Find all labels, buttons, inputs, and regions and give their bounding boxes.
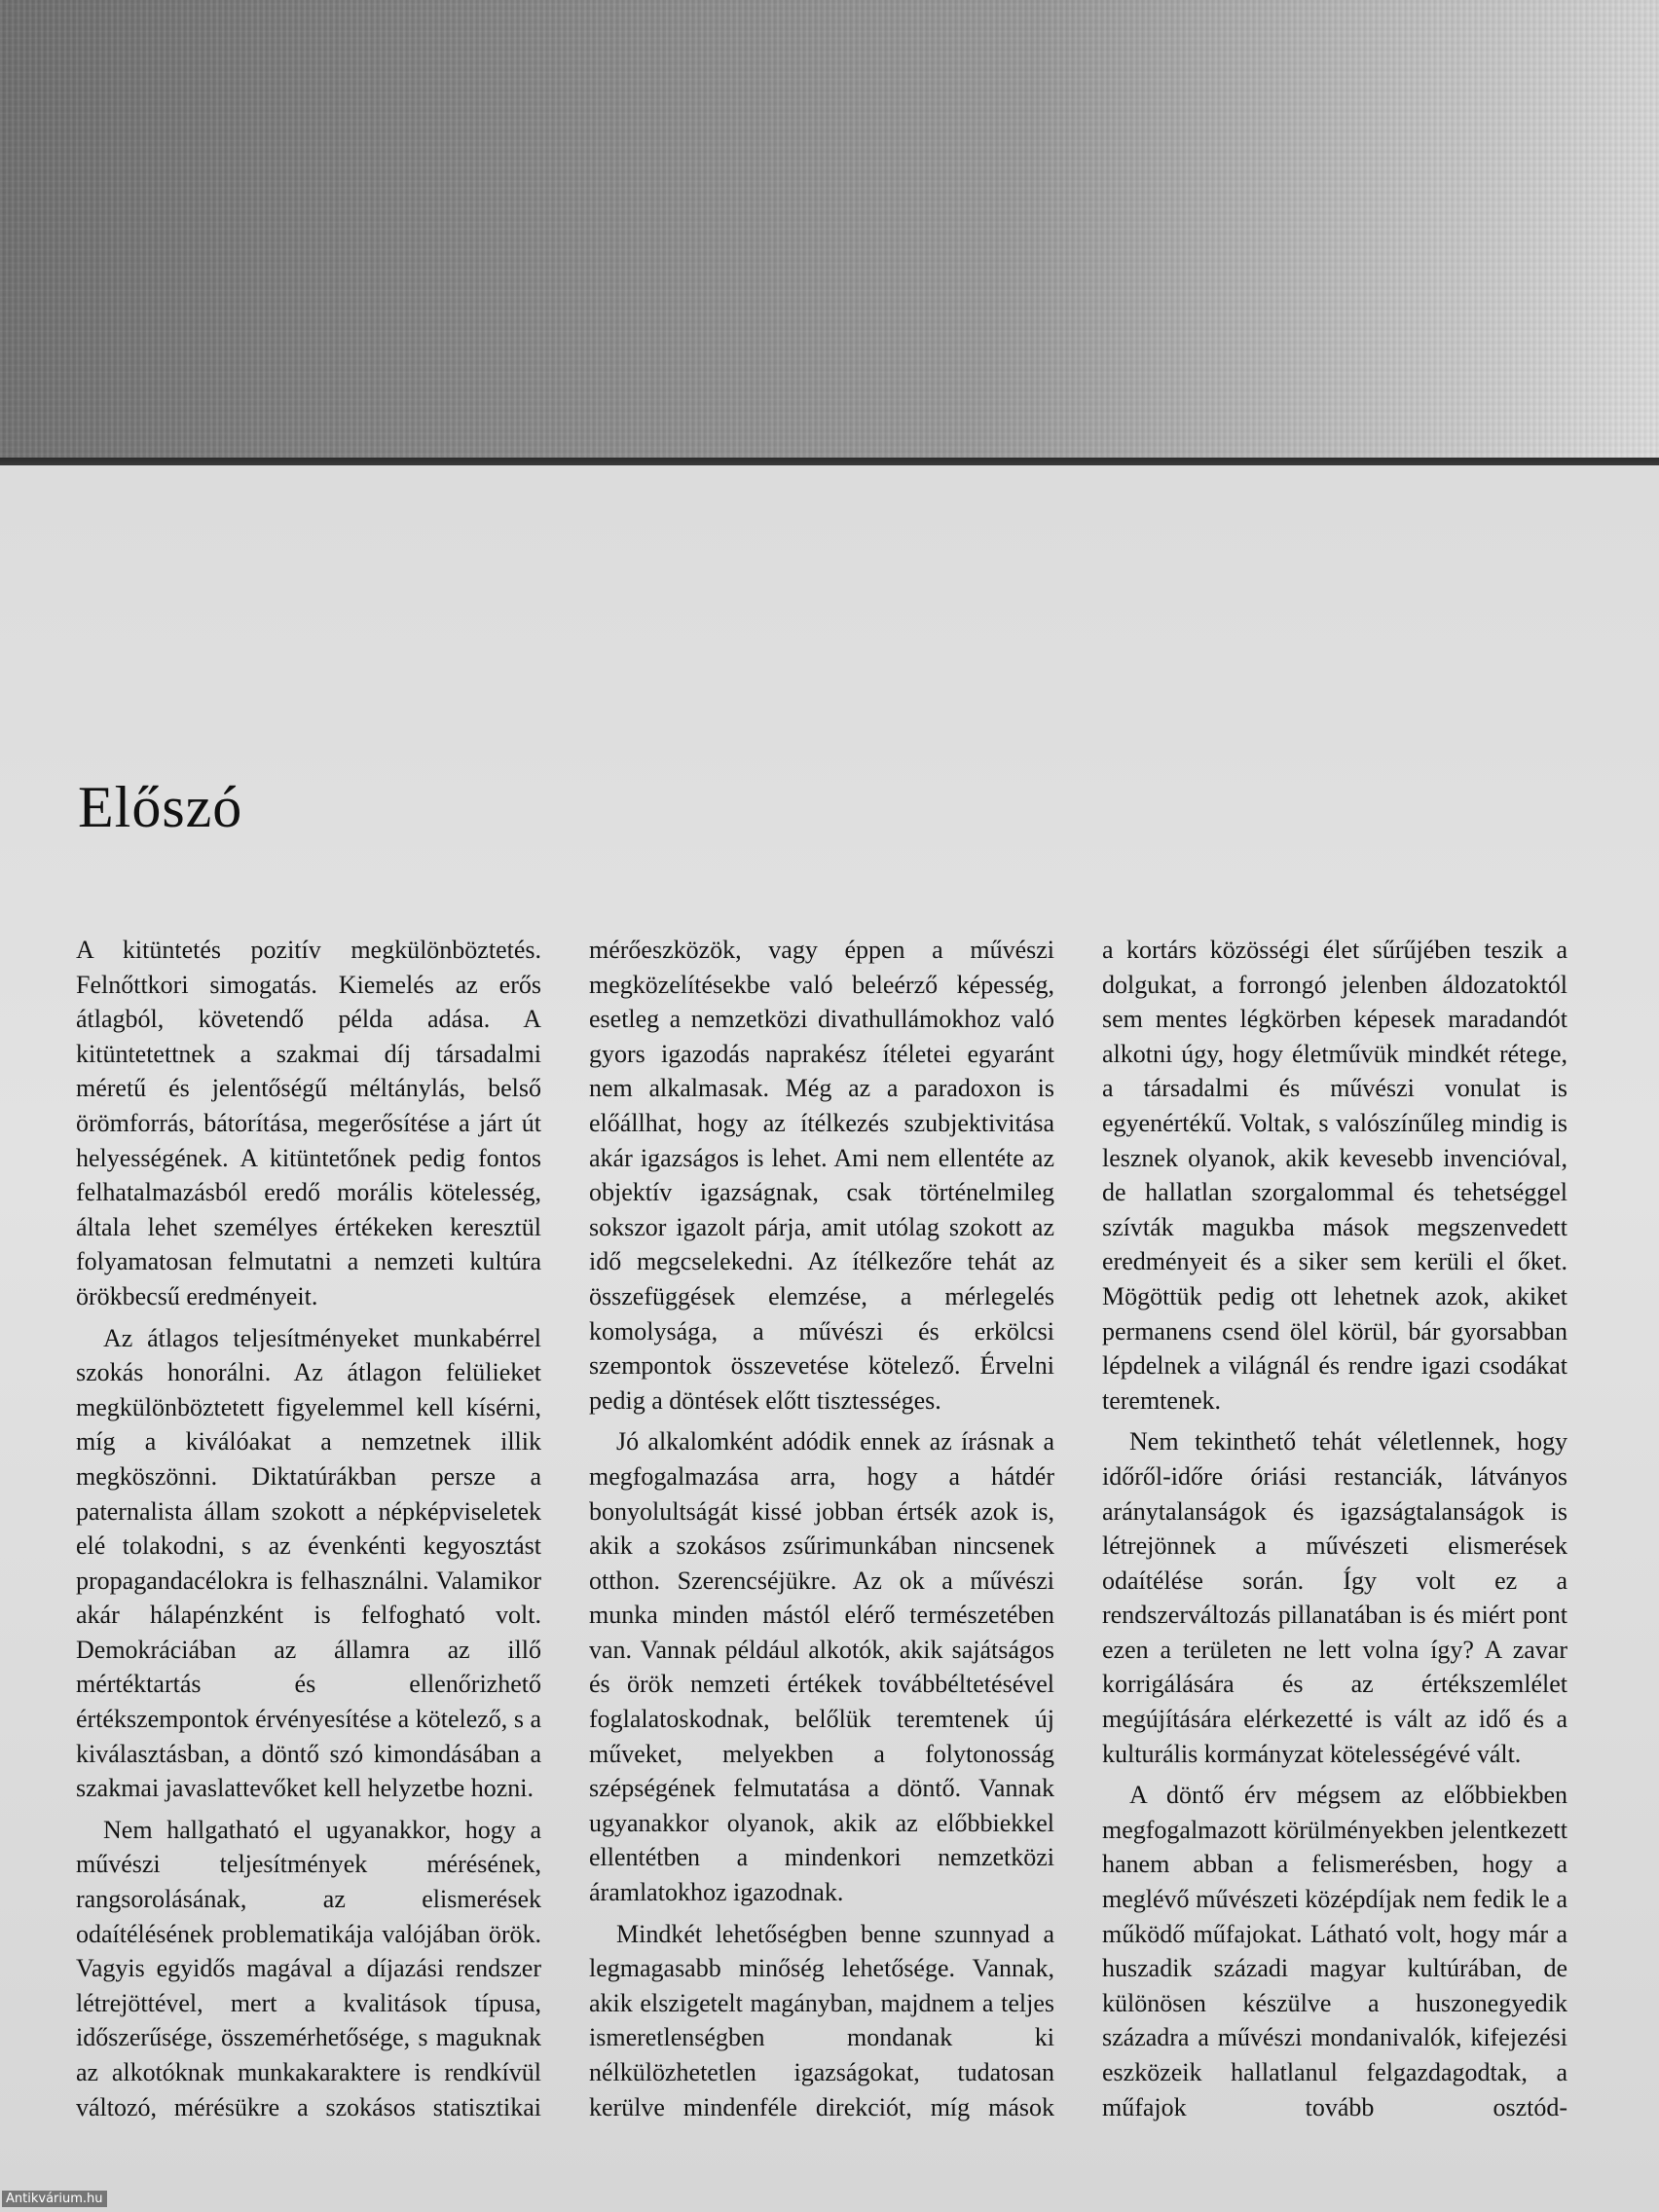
text-column-1 [76, 933, 541, 2124]
text-column-2 [589, 933, 1054, 2124]
paragraph: Mindkét lehetőségben benne szunnyad a legmagasabb minőség lehetősége. Vannak, akik elszigetelt magányban, majdnem a teljes ismeretlenségben mondanak ki nélkülözhetetlen igazságokat, tudatosan kerülve mindenféle direkciót, míg mások [589, 1919, 1054, 2121]
paragraph: Jó alkalomként adódik ennek az írásnak a megfogalmazása arra, hogy a hátdér bonyolultságát kissé jobban értsék azok is, akik a szokásos zsűrimunkában nincsenek otthon. Szerencséjükre. Az ok a művészi munka minden mástól elérő természetében van. Vannak például alkotók, akik sajátságos és örök nemzeti értékek továbbéltetésével foglalatoskodnak, belőlük teremtenek új műveket, melyekben a folytonosság szépségének felmutatása a döntő. Vannak ugyanakkor olyanok, akik az előbbiekkel ellentétben a mindenkori nemzetközi áramlatokhoz igazodnak. [589, 1427, 1054, 1907]
text-column-3 [1102, 933, 1567, 2124]
page-title: Előszó [78, 775, 243, 839]
watermark-label: Antikvárium.hu [2, 2191, 107, 2207]
paragraph: Nem tekinthető tehát véletlennek, hogy időről-időre óriási restanciák, látványos aránytalanságok és igazságtalanságok is létrejönnek a művészeti elismerések odaítélése során. Így volt ez a rendszerváltozás pillanatában is és miért pont ezen a területen ne lett volna így? A zavar korrigálására és az értékszemlélet megújítására elérkezetté is vált az idő és a kulturális kormányzat kötelességévé vált. [1102, 1427, 1567, 1768]
paragraph: Nem hallgatható el ugyanakkor, hogy a művészi teljesítmények mérésének, rangsorolásának, az elismerések odaítélésének problematikája valójában örök. Vagyis egyidős magával a díjazási rendszer létrejöttével, mert a kvalitások típusa, időszerűsége, összemérhetősége, s maguknak az alkotóknak munkakaraktere is rendkívül változó, mérésükre a szokásos statisztikai [76, 1815, 541, 2121]
paragraph: a kortárs közösségi élet sűrűjében teszik a dolgukat, a forrongó jelenben áldozatoktól sem mentes légkörben képesek maradandót alkotni úgy, hogy életművük mindkét rétege, a társadalmi és művészi vonulat is egyenértékű. Voltak, s valószínűleg mindig is lesznek olyanok, akik kevesebb invencióval, de hallatlan szorgalommal és tehetséggel szívták magukba mások megszenvedett eredményeit és a siker sem kerüli el őket. Mögöttük pedig ott lehetnek azok, akiket permanens csend ölel körül, bár gyorsabban lépdelnek a világnál és rendre igazi csodákat teremtenek. [1102, 936, 1567, 1415]
paragraph: A kitüntetés pozitív megkülönböztetés. Felnőttkori simogatás. Kiemelés az erős átlagból, követendő példa adása. A kitüntetettnek a szakmai díj társadalmi méretű és jelentőségű méltánylás, belső örömforrás, bátorítása, megerősítése a járt út helyességének. A kitüntetőnek pedig fontos felhatalmazásból eredő morális kötelesség, általa lehet személyes értékeken keresztül folyamatosan felmutatni a nemzeti kultúra örökbecsű eredményeit. [76, 936, 541, 1310]
paragraph: mérőeszközök, vagy éppen a művészi megközelítésekbe való beleérző képesség, esetleg a nemzetközi divathullámokhoz való gyors igazodás naprakész ítéletei egyaránt nem alkalmasak. Még az a paradoxon is előállhat, hogy az ítélkezés szubjektivitása akár igazságos is lehet. Ami nem ellentéte az objektív igazságnak, csak történelmileg sokszor igazolt párja, amit utólag szokott az idő megcselekedni. Az ítélkezőre tehát az összefüggések elemzése, a mérlegelés komolysága, a művészi és erkölcsi szempontok összevetése kötelező. Érvelni pedig a döntések előtt tisztességes. [589, 936, 1054, 1415]
cover-edge [0, 458, 1659, 465]
paragraph: Az átlagos teljesítményeket munkabérrel szokás honorálni. Az átlagon felülieket megkülönböztetett figyelemmel kell kísérni, míg a kiválóakat a nemzetnek illik megköszönni. Diktatúrákban persze a paternalista állam szokott a népképviseletek elé tolakodni, s az évenkénti kegyosztást propagandacélokra is felhasználni. Valamikor akár hálapénzként is felfogható volt. Demokráciában az államra az illő mértéktartás és ellenőrizhető értékszempontok érvényesítése a kötelező, s a kiválasztásban, a döntő szó kimondásában a szakmai javaslattevőket kell helyzetbe hozni. [76, 1323, 541, 1803]
paragraph: A döntő érv mégsem az előbbiekben megfogalmazott körülményekben jelentkezett hanem abban a felismerésben, hogy a meglévő művészeti középdíjak nem fedik le a működő műfajokat. Látható volt, hogy már a huszadik századi magyar kultúrában, de különösen készülve a huszonegyedik századra a művészi mondanivalók, kifejezési eszközeik hallatlanul felgazdagodtak, a műfajok tovább osztód- [1102, 1781, 1567, 2121]
book-cover-backdrop [0, 0, 1659, 461]
